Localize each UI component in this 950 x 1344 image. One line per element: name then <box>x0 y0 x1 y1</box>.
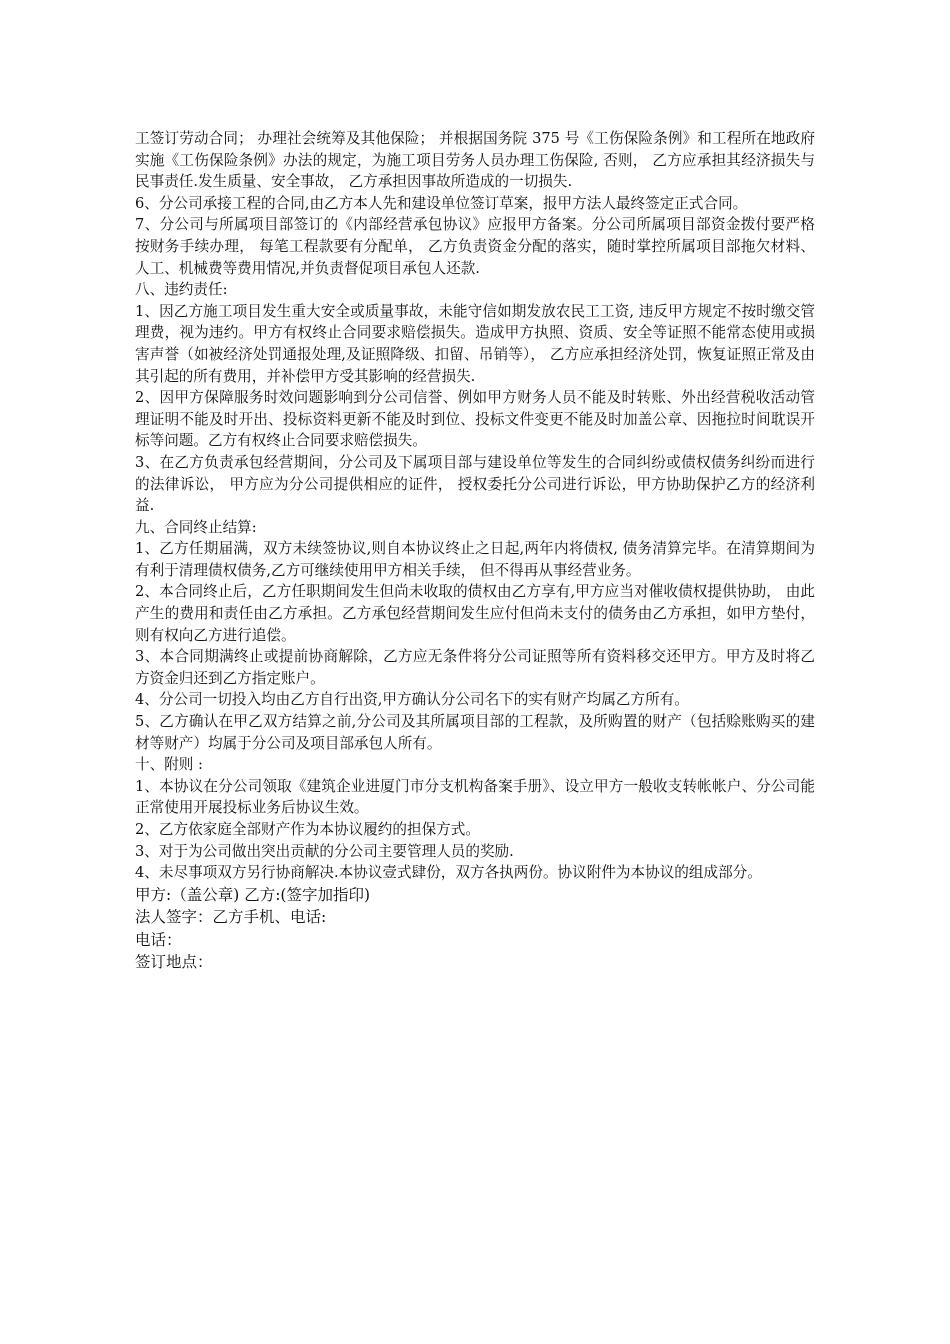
paragraph-termination-2: 2、本合同终止后，乙方任职期间发生但尚未收取的债权由乙方享有,甲方应当对催收债权提供协助， 由此产生的费用和责任由乙方承担。乙方承包经营期间发生应付但尚未支付的债务由乙方承担，如甲方垫付，则有权向乙方进行追偿。 <box>135 583 815 644</box>
document-body <box>135 128 815 974</box>
signature-parties-line: 甲方:（盖公章) 乙方:(签字加指印) <box>135 885 371 904</box>
paragraph-breach-3: 3、在乙方负责承包经营期间，分公司及下属项目部与建设单位等发生的合同纠纷或债权债务纠纷而进行的法律诉讼， 甲方应为分公司提供相应的证件， 授权委托分公司进行诉讼，甲方协助保护乙方的经济利益. <box>135 453 815 515</box>
paragraph-appendix-1: 1、本协议在分公司领取《建筑企业进厦门市分支机构备案手册》、设立甲方一般收支转帐帐户、分公司能正常使用开展投标业务后协议生效。 <box>135 777 815 817</box>
paragraph-termination-3: 3、本合同期满终止或提前协商解除，乙方应无条件将分公司证照等所有资料移交还甲方。甲方及时将乙方资金归还到乙方指定账户。 <box>135 648 815 687</box>
signature-phone-line: 电话： <box>135 930 182 949</box>
paragraph-appendix-2: 2、乙方依家庭全部财产作为本协议履约的担保方式。 <box>135 821 480 838</box>
section-heading-termination: 九、合同终止结算: <box>135 518 257 536</box>
paragraph-breach-2: 2、因甲方保障服务时效问题影响到分公司信誉、例如甲方财务人员不能及时转账、外出经营税收活动管理证明不能及时开出、投标资料更新不能及时到位、投标文件变更不能及时加盖公章、因拖拉时间耽误开标等问题。乙方有权终止合同要求赔偿损失。 <box>135 389 815 450</box>
section-heading-breach: 八、违约责任: <box>135 281 228 299</box>
signature-place-line: 签订地点： <box>135 953 213 972</box>
paragraph-termination-4: 4、分公司一切投入均由乙方自行出资,甲方确认分公司名下的实有财产均属乙方所有。 <box>135 691 689 709</box>
signature-legal-line: 法人签字：乙方手机、电话: <box>135 908 327 927</box>
paragraph-labor-contract: 工签订劳动合同； 办理社会统筹及其他保险； 并根据国务院 375 号《工伤保险条例》和工程所在地政府实施《工伤保险条例》办法的规定，为施工项目劳务人员办理工伤保险, 否则， 乙方应承担其经济损失与民事责任.发生质量、安全事故， 乙方承担因事故所造成的一切损失. <box>135 130 815 191</box>
paragraph-item-6: 6、分公司承接工程的合同,由乙方本人先和建设单位签订草案，报甲方法人最终签定正式合同。 <box>135 194 748 212</box>
section-heading-appendix: 十、附则 : <box>135 756 203 774</box>
paragraph-appendix-4: 4、未尽事项双方另行协商解决.本协议壹式肆份，双方各执两份。协议附件为本协议的组成部分。 <box>135 864 762 882</box>
paragraph-appendix-3: 3、对于为公司做出突出贡献的分公司主要管理人员的奖励. <box>135 842 514 860</box>
paragraph-termination-1: 1、乙方任期届满，双方未续签协议,则自本协议终止之日起,两年内将债权, 债务清算完毕。在清算期间为有利于清理债权债务,乙方可继续使用甲方相关手续， 但不得再从事经营业务。 <box>135 540 815 579</box>
paragraph-item-7: 7、分公司与所属项目部签订的《内部经营承包协议》应报甲方备案。分公司所属项目部资金拨付要严格按财务手续办理， 每笔工程款要有分配单， 乙方负责资金分配的落实，随时掌控所属项目部拖欠材料、人工、机械费等费用情况,并负责督促项目承包人还款. <box>135 216 815 277</box>
paragraph-termination-5: 5、乙方确认在甲乙双方结算之前,分公司及其所属项目部的工程款，及所购置的财产（包括赊账购买的建材等财产）均属于分公司及项目部承包人所有。 <box>135 713 815 752</box>
paragraph-breach-1: 1、因乙方施工项目发生重大安全或质量事故，未能守信如期发放农民工工资, 违反甲方规定不按时缴交管理费，视为违约。甲方有权终止合同要求赔偿损失。造成甲方执照、资质、安全等证照不能常态使用或损害声誉（如被经济处罚通报处理,及证照降级、扣留、吊销等）， 乙方应承担经济处罚，恢复证照正常及由其引起的所有费用，并补偿甲方受其影响的经营损失. <box>135 302 815 385</box>
